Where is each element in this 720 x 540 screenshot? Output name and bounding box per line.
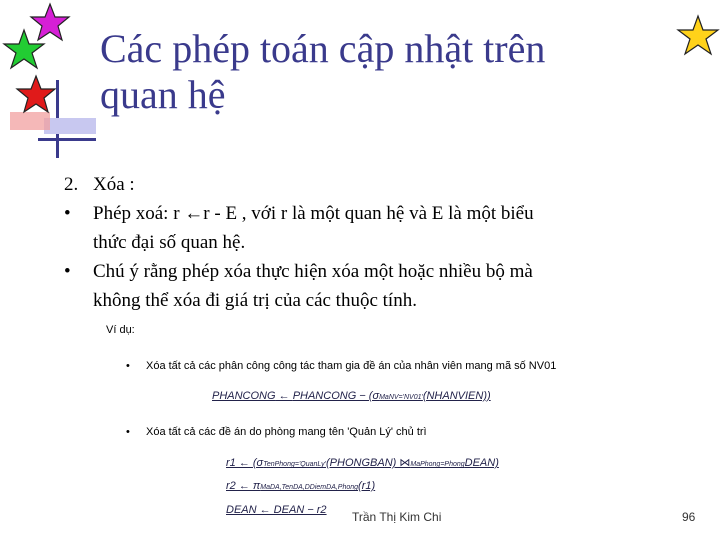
example-item-1: Xóa tất cả các phân công công tác tham gia đề án của nhân viên mang mã số NV01 xyxy=(146,360,557,372)
bullet-text-continued: không thể xóa đi giá trị của các thuộc tính. xyxy=(93,290,417,311)
decoration-rule-horizontal xyxy=(38,138,96,141)
formula-r1-end: DEAN) xyxy=(464,457,499,469)
star-yellow-icon xyxy=(676,14,720,60)
decoration-stars-cluster xyxy=(0,0,100,160)
example-formula-r2 xyxy=(226,480,375,492)
slide-title-line2: quan hệ xyxy=(100,72,226,117)
example-formula-1: PHANCONG ← PHANCONG − (σMaNV='NV01'(NHANVIEN)) xyxy=(212,390,491,402)
section-number: 2. xyxy=(64,174,79,195)
formula-1-subscript: MaNV='NV01' xyxy=(379,394,423,401)
star-red-icon xyxy=(17,76,55,112)
decoration-bar-blue xyxy=(44,118,96,134)
slide-body xyxy=(64,170,684,315)
slide-title xyxy=(100,26,660,118)
formula-r1-arg: (PHONGBAN) ⋈ xyxy=(326,457,411,469)
example-bullet-icon: • xyxy=(126,426,130,438)
formula-r2-end: (r1) xyxy=(358,480,376,492)
bullet-text-continued: thức đại số quan hệ. xyxy=(93,232,246,253)
example-image xyxy=(100,320,560,530)
formula-1-arg: (NHANVIEN)) xyxy=(422,390,491,402)
formula-r2-head: r2 ← π xyxy=(226,480,261,492)
star-magenta-icon xyxy=(31,4,69,40)
formula-r2-subscript: MaDA,TenDA,DDiemDA,Phong xyxy=(260,484,359,491)
example-formula-dean: DEAN ← DEAN − r2 xyxy=(226,504,327,516)
formula-r1-subscript: TenPhong='QuanLy' xyxy=(263,461,327,468)
bullet-item xyxy=(64,257,684,286)
slide-title-line1: Các phép toán cập nhật trên xyxy=(100,26,546,71)
footer-author: Trần Thị Kim Chi xyxy=(352,510,442,524)
bullet-item xyxy=(64,199,684,228)
formula-r1-head: r1 ← (σ xyxy=(226,457,264,469)
bullet-text: Chú ý rằng phép xóa thực hiện xóa một hoặc nhiều bộ mà xyxy=(93,261,533,282)
star-green-icon xyxy=(4,30,44,68)
section-heading-text: Xóa : xyxy=(93,174,135,195)
page-number: 96 xyxy=(682,510,696,524)
bullet-icon: • xyxy=(64,261,71,282)
formula-r1-join-subscript: MaPhong=Phong xyxy=(410,461,465,468)
example-item-2: Xóa tất cả các đề án do phòng mang tên 'Quản Lý' chủ trì xyxy=(146,426,427,438)
example-formula-r1 xyxy=(226,456,499,469)
example-label: Ví dụ: xyxy=(106,324,135,336)
formula-1-rhs: PHANCONG − (σ xyxy=(292,390,380,402)
bullet-icon: • xyxy=(64,203,71,224)
decoration-bar-pink xyxy=(10,112,50,130)
section-heading xyxy=(64,170,684,199)
bullet-text: Phép xoá: r ←r - E , với r là một quan hệ và E là một biểu xyxy=(93,203,534,224)
example-bullet-icon: • xyxy=(126,360,130,372)
formula-1-lhs: PHANCONG xyxy=(212,390,276,402)
